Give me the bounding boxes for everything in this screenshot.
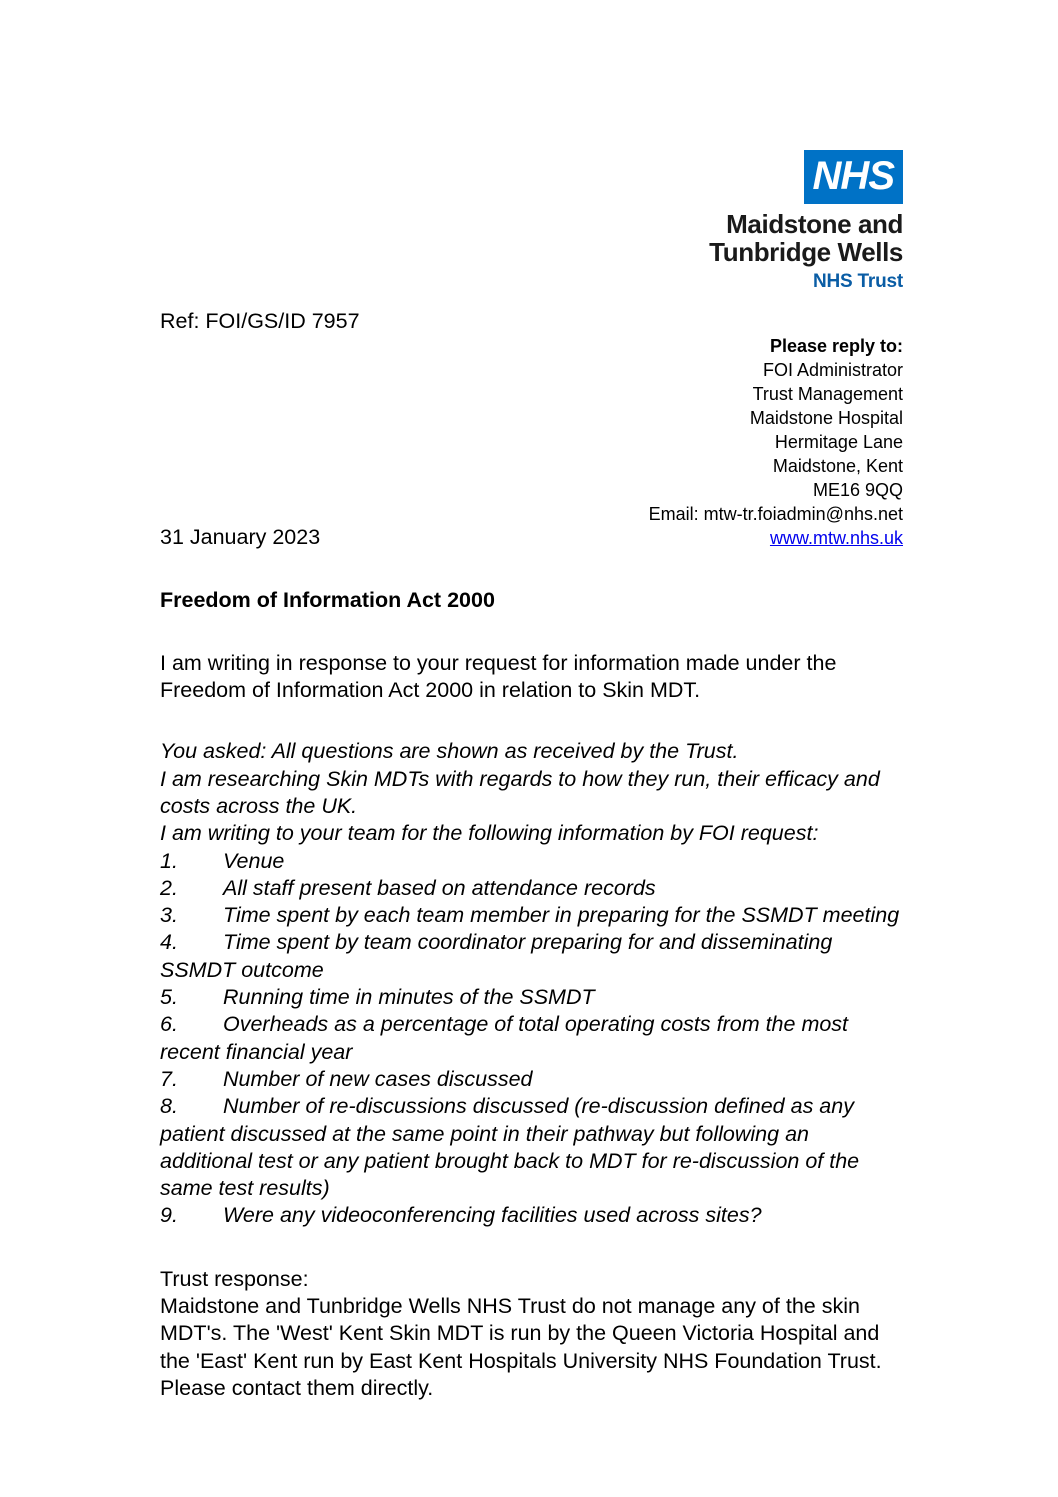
list-item-text: Number of re-discussions discussed (re-discussion defined as any patient discussed at the same point in their pathway but following an additional test or any patient brought back to MDT for re-discussion of the same test results) — [160, 1094, 860, 1201]
trust-response-line-4: Please contact them directly. — [160, 1375, 434, 1400]
list-item — [160, 1011, 902, 1066]
list-item — [160, 902, 902, 929]
letter-body — [160, 524, 902, 1402]
website-link[interactable]: www.mtw.nhs.uk — [769, 527, 903, 548]
list-item-text: Number of new cases discussed — [223, 1066, 533, 1091]
trust-name-suffix: NHS Trust — [812, 271, 903, 293]
you-asked-line-2: I am researching Skin MDTs with regards to how they run, their efficacy and — [160, 766, 880, 791]
list-item — [160, 1202, 902, 1229]
list-item-number: 5. — [160, 985, 178, 1010]
list-item-text: Time spent by team coordinator preparing for and disseminating SSMDT outcome — [160, 930, 833, 982]
list-item — [160, 984, 902, 1011]
requested-information-list — [160, 848, 902, 1230]
nhs-logo-badge: NHS — [804, 150, 903, 204]
list-item-text: Overheads as a percentage of total operating costs from the most recent financial year — [160, 1012, 849, 1064]
list-item — [160, 929, 902, 984]
intro-line-1: I am writing in response to your request for information made under the — [160, 650, 837, 675]
list-item — [160, 875, 902, 902]
list-item — [160, 1093, 902, 1202]
list-item-text: Were any videoconferencing facilities used across sites? — [223, 1203, 762, 1228]
address-line: Trust Management — [752, 383, 903, 404]
address-line: Maidstone, Kent — [772, 455, 903, 476]
you-asked-line-4: I am writing to your team for the following information by FOI request: — [160, 821, 819, 846]
list-item-number: 3. — [160, 903, 178, 928]
intro-paragraph — [160, 650, 902, 705]
nhs-trust-logo — [673, 150, 903, 293]
address-line: Hermitage Lane — [774, 431, 903, 452]
intro-line-2: Freedom of Information Act 2000 in relation to Skin MDT. — [160, 678, 701, 703]
list-item — [160, 848, 902, 875]
trust-response-heading: Trust response: — [160, 1266, 309, 1291]
list-item-number: 6. — [160, 1012, 178, 1037]
list-item-number: 4. — [160, 930, 178, 955]
address-line: FOI Administrator — [762, 359, 903, 380]
reply-to-address-block — [649, 335, 903, 550]
reference-number: Ref: FOI/GS/ID 7957 — [160, 309, 360, 333]
list-item-number: 1. — [160, 848, 178, 873]
trust-name-line2: Tunbridge Wells — [709, 237, 903, 268]
you-asked-line-3: costs across the UK. — [160, 793, 358, 818]
trust-response-line-1: Maidstone and Tunbridge Wells NHS Trust do not manage any of the skin — [160, 1293, 860, 1318]
list-item-number: 2. — [160, 875, 178, 900]
trust-response-block — [160, 1266, 902, 1402]
address-line: ME16 9QQ — [812, 479, 903, 500]
you-asked-line-1: You asked: All questions are shown as received by the Trust. — [160, 739, 739, 764]
list-item — [160, 1066, 902, 1093]
letter-date: 31 January 2023 — [160, 525, 321, 549]
list-item-text: Venue — [223, 848, 285, 873]
reply-to-heading: Please reply to: — [769, 336, 903, 356]
list-item-text: Time spent by each team member in preparing for the SSMDT meeting — [223, 903, 900, 928]
trust-response-line-2: MDT's. The 'West' Kent Skin MDT is run by the Queen Victoria Hospital and — [160, 1321, 880, 1346]
list-item-text: Running time in minutes of the SSMDT — [223, 985, 595, 1010]
you-asked-block — [160, 738, 902, 1229]
email-line: Email: mtw-tr.foiadmin@nhs.net — [648, 503, 903, 524]
letter-subject-heading: Freedom of Information Act 2000 — [160, 587, 495, 612]
address-line: Maidstone Hospital — [749, 407, 903, 428]
list-item-number: 9. — [160, 1203, 178, 1228]
list-item-number: 7. — [160, 1066, 178, 1091]
trust-response-line-3: the 'East' Kent run by East Kent Hospitals University NHS Foundation Trust. — [160, 1348, 882, 1373]
list-item-text: All staff present based on attendance records — [223, 875, 656, 900]
list-item-number: 8. — [160, 1094, 178, 1119]
trust-name-line1: Maidstone and — [726, 209, 903, 239]
